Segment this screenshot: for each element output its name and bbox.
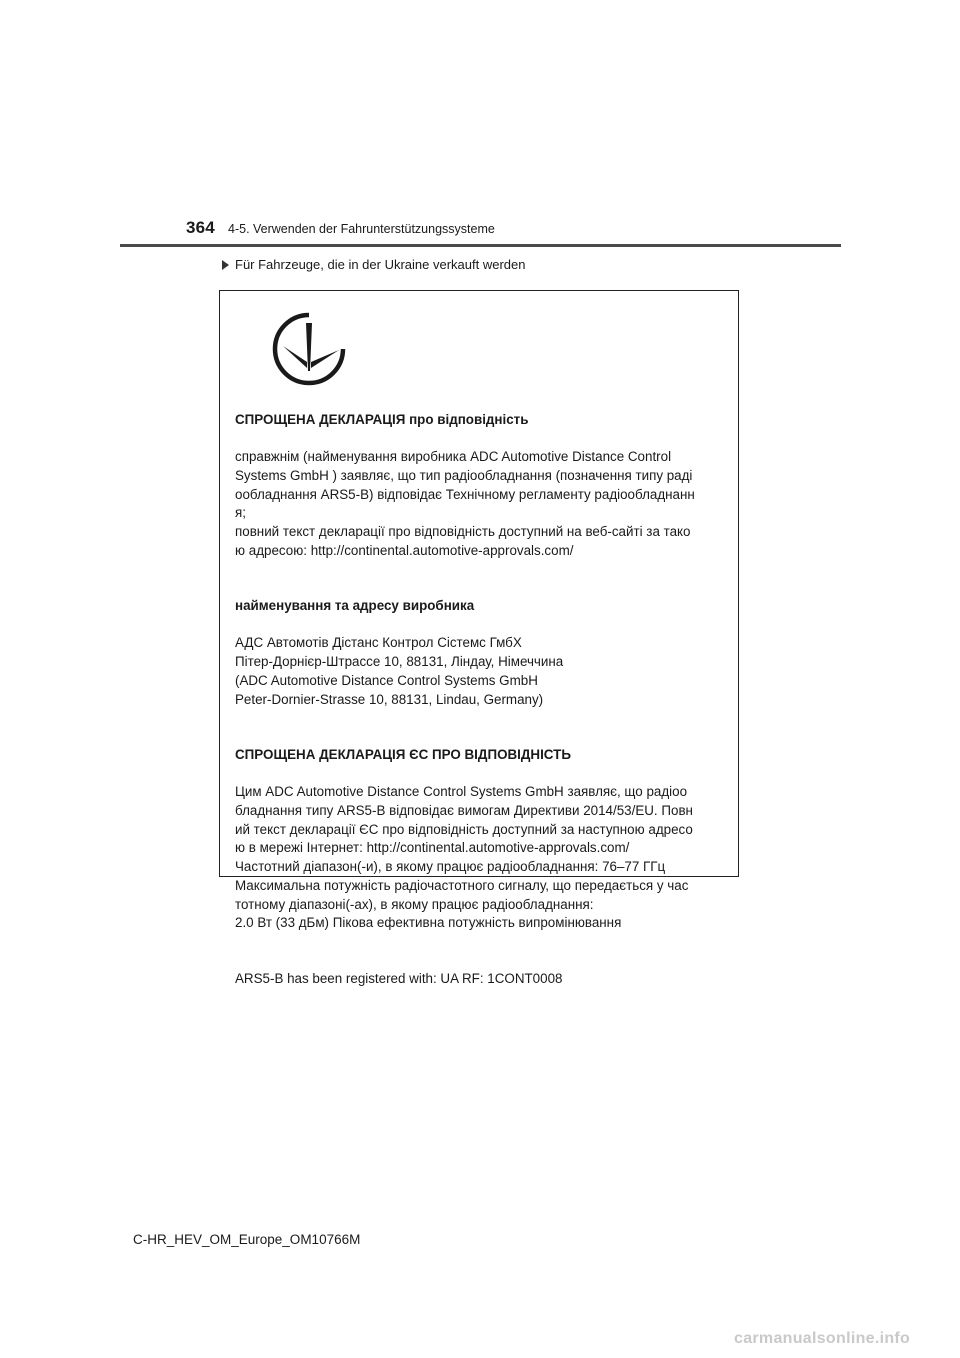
- page-number: 364: [186, 218, 215, 237]
- declaration-title: СПРОЩЕНА ДЕКЛАРАЦІЯ про відповідність: [235, 411, 529, 427]
- manufacturer-title: найменування та адресу виробника: [235, 598, 475, 614]
- header-divider: [120, 244, 841, 247]
- triangle-bullet-icon: [222, 260, 229, 270]
- watermark: carmanualsonline.info: [734, 1330, 911, 1347]
- subheading: [222, 257, 525, 272]
- eu-declaration-title: СПРОЩЕНА ДЕКЛАРАЦІЯ ЄС ПРО ВІДПОВІДНІСТЬ: [235, 746, 571, 762]
- registration-text: ARS5-B has been registered with: UA RF: 1CONT0008: [235, 970, 563, 986]
- declaration-body: справжнім (найменування виробника ADC Automotive Distance Control Systems GmbH ) заявляє, що тип радіообладнання (позначення типу раді ообладнання ARS5-B) відповідає Технічному регламенту радіообладнанн я; повний текст декларації про відповідність доступний на веб-сайті за тако ю адресою: http://continental.automotive-approvals.com/: [235, 449, 695, 558]
- document-code: C-HR_HEV_OM_Europe_OM10766M: [133, 1232, 361, 1247]
- subheading-text: Für Fahrzeuge, die in der Ukraine verkauft werden: [235, 257, 526, 272]
- ukrainian-conformity-mark-icon: [269, 309, 349, 389]
- declaration-box: [219, 290, 739, 986]
- eu-declaration-body: Цим ADC Automotive Distance Control Systems GmbH заявляє, що радіоо бладнання типу ARS5-B відповідає вимогам Директиви 2014/53/EU. Повн ий текст декларації ЄС про відповідність доступний за наступною адресо ю в мережі Інтернет: http://continental.automotive-approvals.com/ Частотний діапазон(-и), в якому працює радіообладнання: 76–77 ГГц Максимальна потужність радіочастотного сигналу, що передається у час тотному діапазоні(-ах), в якому працює радіообладнання: 2.0 Вт (33 дБм) Пікова ефективна потужність випромінювання: [235, 784, 693, 931]
- manufacturer-address: АДС Автомотів Дістанс Контрол Сістемс ГмбХ Пітер-Дорнієр-Штрассе 10, 88131, Ліндау, Німеччина (ADC Automotive Distance Control Systems GmbH Peter-Dornier-Strasse 10, 88131, Lindau, Germany): [235, 635, 564, 707]
- section-title: 4-5. Verwenden der Fahrunterstützungssysteme: [228, 222, 495, 236]
- declaration-text: [235, 392, 733, 1007]
